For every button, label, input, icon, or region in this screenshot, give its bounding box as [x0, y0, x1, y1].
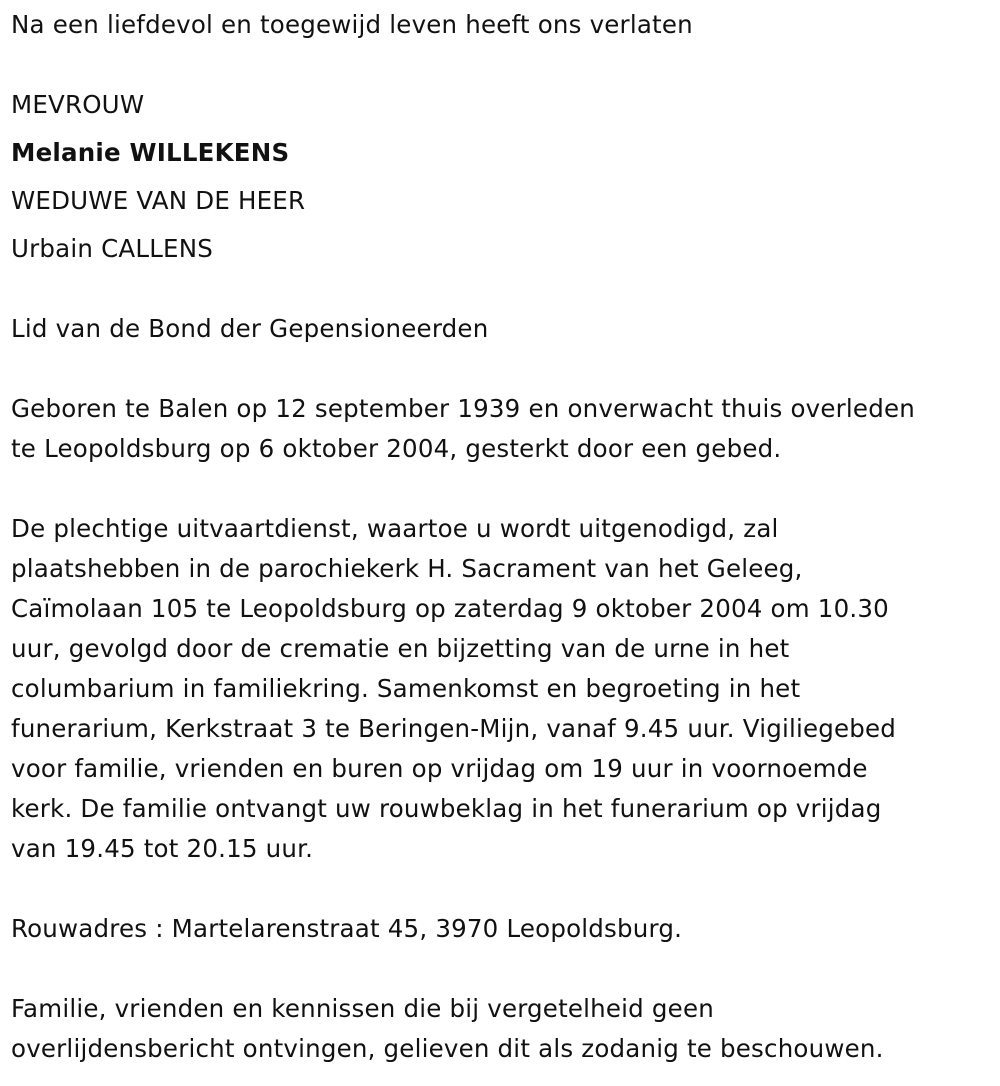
spouse-name: Urbain CALLENS	[11, 234, 214, 263]
funeral-line: De plechtige uitvaartdienst, waartoe u wordt uitgenodigd, zal	[11, 514, 779, 543]
funeral-line: columbarium in familiekring. Samenkomst en begroeting in het	[11, 674, 801, 703]
closing-line: overlijdensbericht ontvingen, gelieven dit als zodanig te beschouwen.	[11, 1034, 884, 1063]
funeral-line: uur, gevolgd door de crematie en bijzetting van de urne in het	[11, 634, 790, 663]
title-prefix: MEVROUW	[11, 90, 145, 119]
funeral-line: plaatshebben in de parochiekerk H. Sacrament van het Geleeg,	[11, 554, 803, 583]
widow-label: WEDUWE VAN DE HEER	[11, 186, 306, 215]
funeral-line: van 19.45 tot 20.15 uur.	[11, 834, 314, 863]
funeral-line: voor familie, vrienden en buren op vrijdag om 19 uur in voornoemde	[11, 754, 868, 783]
membership-text: Lid van de Bond der Gepensioneerden	[11, 314, 489, 343]
funeral-line: funerarium, Kerkstraat 3 te Beringen-Mijn, vanaf 9.45 uur. Vigiliegebed	[11, 714, 897, 743]
funeral-line: Caïmolaan 105 te Leopoldsburg op zaterdag 9 oktober 2004 om 10.30	[11, 594, 889, 623]
birth-death-line: te Leopoldsburg op 6 oktober 2004, gesterkt door een gebed.	[11, 434, 782, 463]
birth-death-line: Geboren te Balen op 12 september 1939 en onverwacht thuis overleden	[11, 394, 915, 423]
intro-text: Na een liefdevol en toegewijd leven heeft ons verlaten	[11, 10, 693, 39]
closing-line: Familie, vrienden en kennissen die bij vergetelheid geen	[11, 994, 714, 1023]
mourning-address: Rouwadres : Martelarenstraat 45, 3970 Leopoldsburg.	[11, 914, 683, 943]
deceased-name: Melanie WILLEKENS	[11, 138, 290, 167]
funeral-line: kerk. De familie ontvangt uw rouwbeklag in het funerarium op vrijdag	[11, 794, 882, 823]
